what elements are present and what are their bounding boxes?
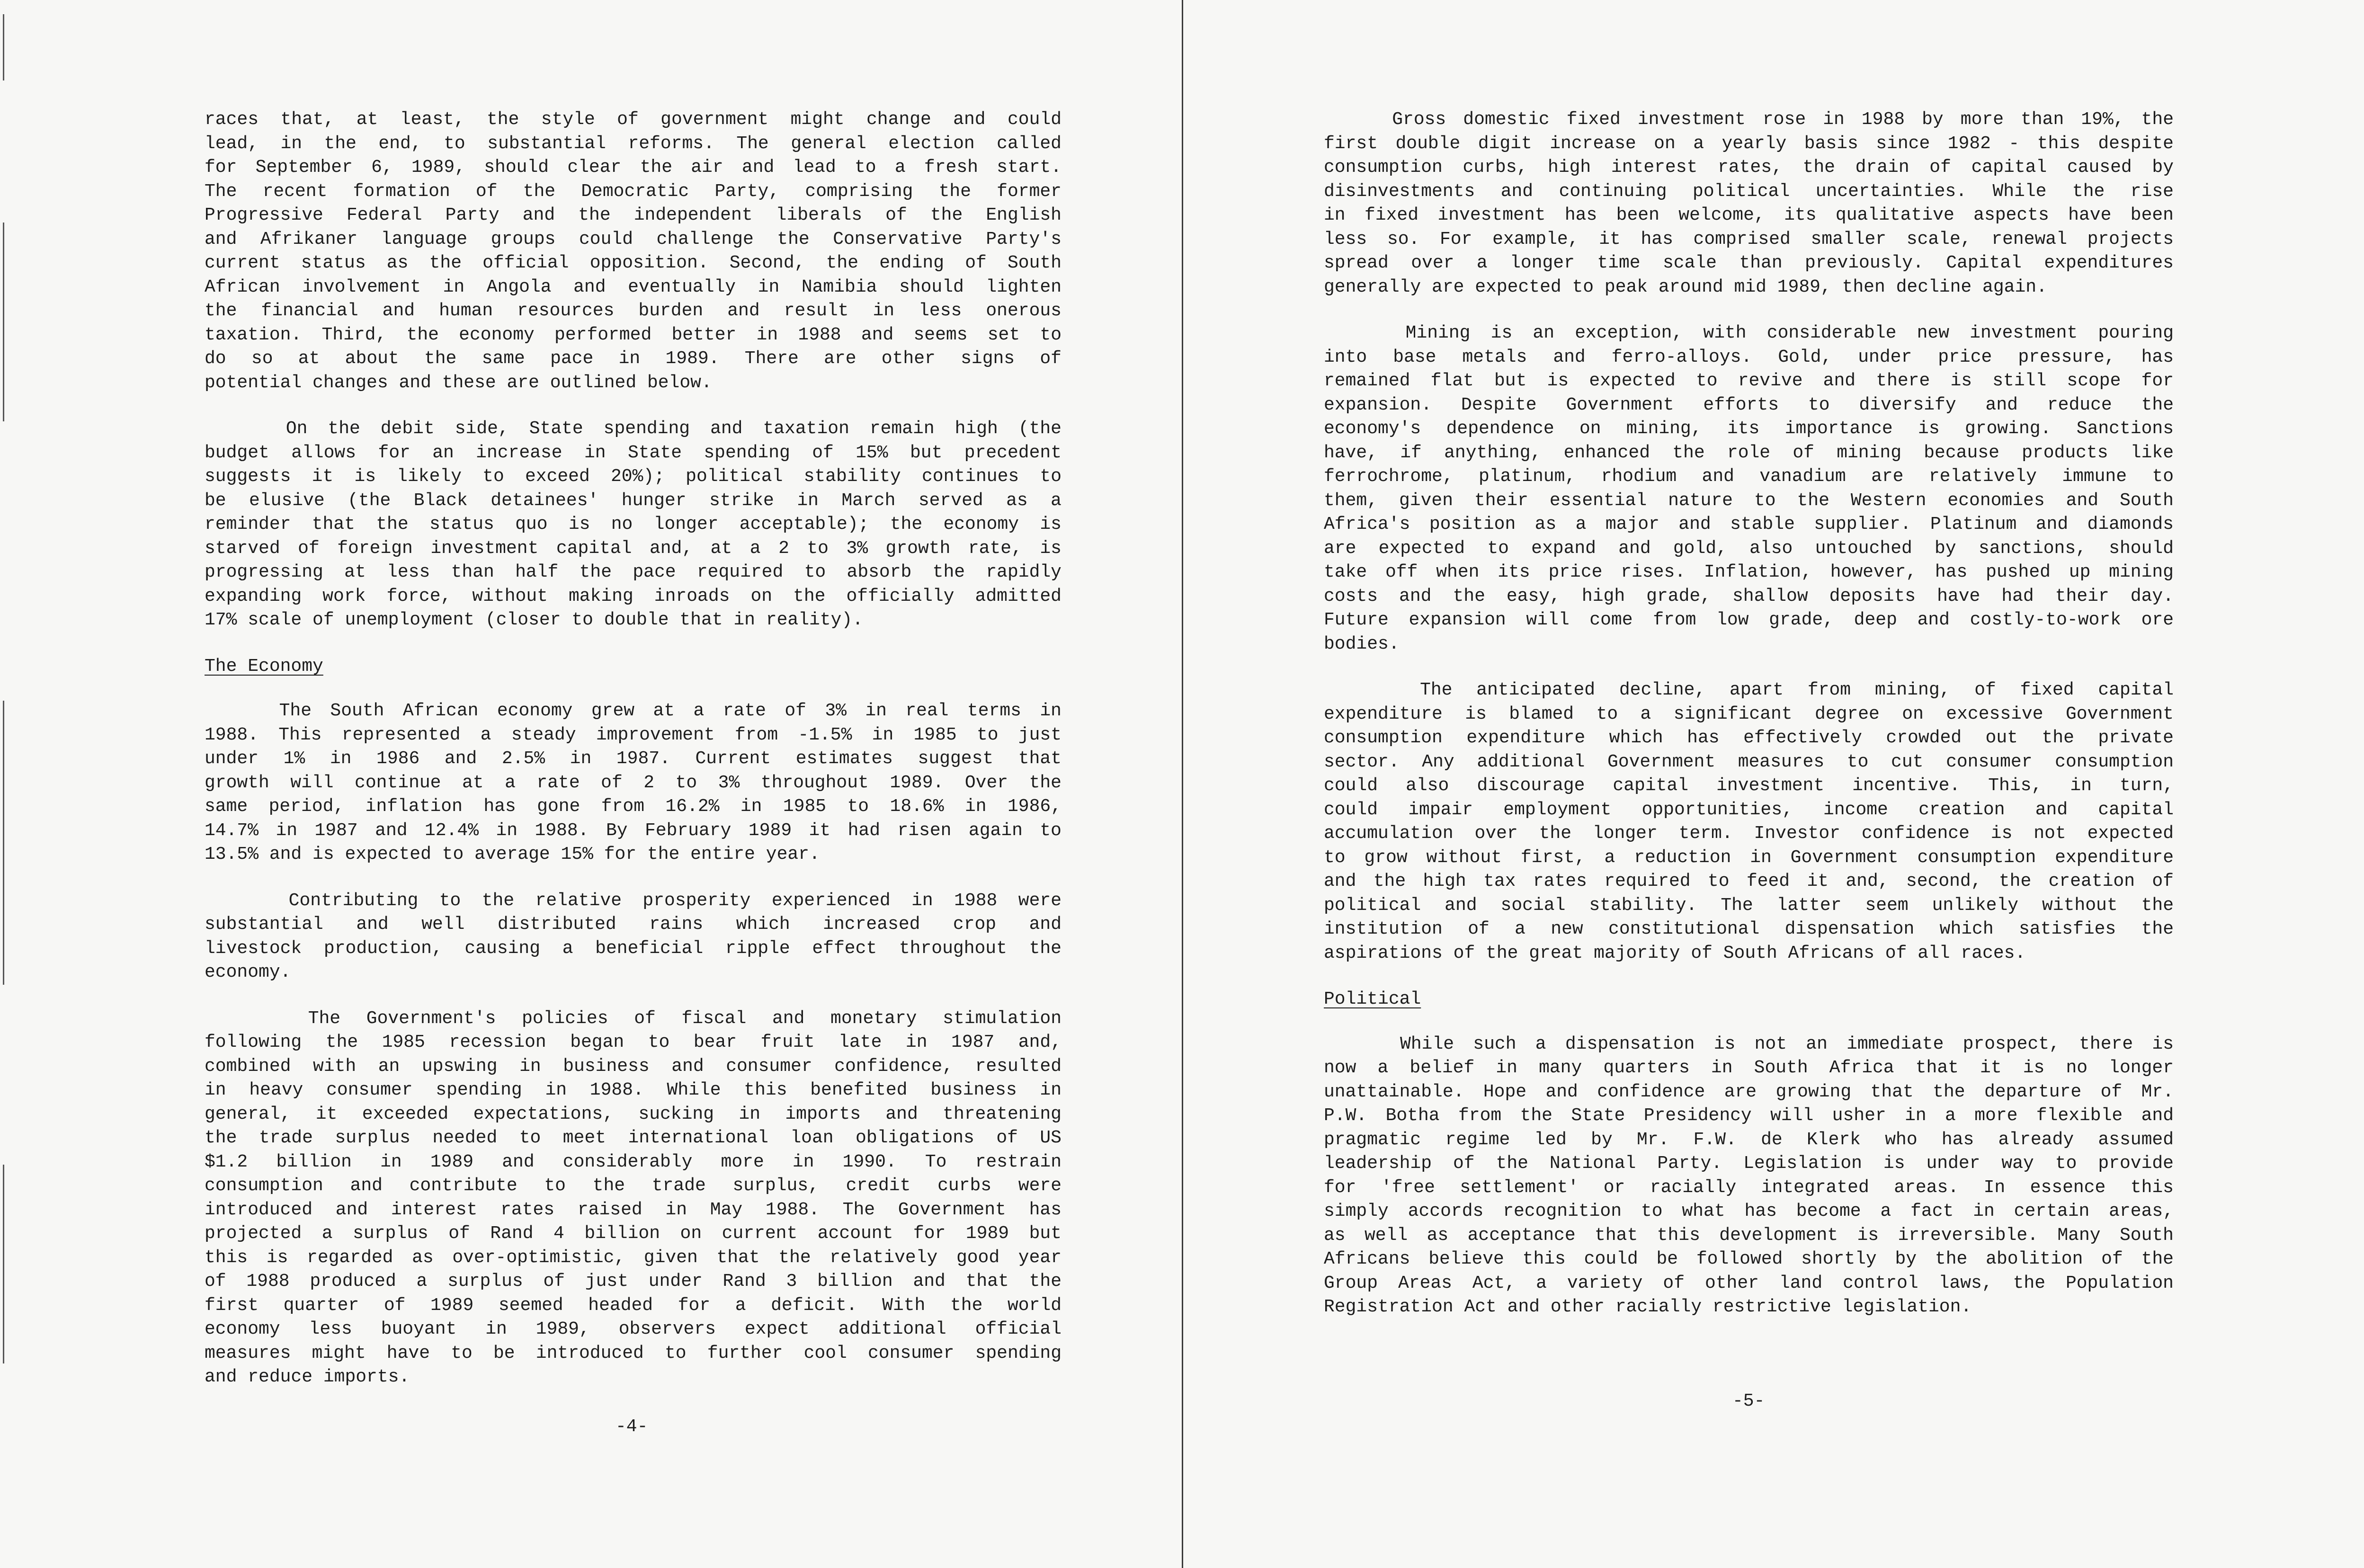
paragraph xyxy=(1324,678,2174,965)
text-line: in heavy consumer spending in 1988. While this benefited business in xyxy=(205,1080,1062,1100)
text-line: spread over a longer time scale than previously. Capital expenditures xyxy=(1324,253,2174,273)
text-line: taxation. Third, the economy performed better in 1988 and seems set to xyxy=(205,324,1062,345)
scan-margin-mark xyxy=(3,14,4,80)
text-line: consumption and contribute to the trade surplus, credit curbs were xyxy=(205,1176,1062,1196)
paragraph xyxy=(1324,108,2174,299)
text-line: following the 1985 recession began to bear fruit late in 1987 and, xyxy=(205,1032,1062,1052)
text-line: of 1988 produced a surplus of just under Rand 3 billion and that the xyxy=(205,1271,1062,1292)
text-line: economy's dependence on mining, its importance is growing. Sanctions xyxy=(1324,419,2174,439)
text-line: same period, inflation has gone from 16.2% in 1985 to 18.6% in 1986, xyxy=(205,796,1062,817)
text-line: are expected to expand and gold, also untouched by sanctions, should xyxy=(1324,538,2174,559)
paragraph xyxy=(1324,321,2174,656)
text-line: The South African economy grew at a rate of 3% in real terms in xyxy=(205,701,1062,721)
text-line: economy less buoyant in 1989, observers expect additional official xyxy=(205,1319,1062,1339)
text-line: and reduce imports. xyxy=(205,1367,410,1387)
text-line: pragmatic regime led by Mr. F.W. de Klerk who has already assumed xyxy=(1324,1129,2174,1150)
body-text-after-heading xyxy=(205,699,1062,1390)
paragraph xyxy=(1324,1033,2174,1319)
text-line: projected a surplus of Rand 4 billion on current account for 1989 but xyxy=(205,1223,1062,1244)
text-line: and Afrikaner language groups could challenge the Conservative Party's xyxy=(205,229,1062,249)
text-column xyxy=(1324,108,2174,1342)
text-line: take off when its price rises. Inflation, however, has pushed up mining xyxy=(1324,562,2174,582)
section-heading-political: Political xyxy=(1324,989,1421,1009)
text-column xyxy=(205,108,1062,1412)
paragraph xyxy=(205,889,1062,985)
text-line: first quarter of 1989 seemed headed for a deficit. With the world xyxy=(205,1295,1062,1316)
text-line: generally are expected to peak around mid 1989, then decline again. xyxy=(1324,276,2047,297)
page-number: -5- xyxy=(1732,1391,1765,1411)
text-line: in fixed investment has been welcome, its qualitative aspects have been xyxy=(1324,205,2174,225)
text-line: simply accords recognition to what has become a fact in certain areas, xyxy=(1324,1201,2174,1221)
text-line: growth will continue at a rate of 2 to 3% throughout 1989. Over the xyxy=(205,772,1062,793)
text-line: political and social stability. The latter seem unlikely without the xyxy=(1324,895,2174,916)
text-line: The anticipated decline, apart from mining, of fixed capital xyxy=(1324,680,2174,700)
scan-margin-mark xyxy=(3,701,4,985)
section-heading-economy: The Economy xyxy=(205,656,323,677)
text-line: leadership of the National Party. Legislation is under way to provide xyxy=(1324,1153,2174,1174)
text-line: 13.5% and is expected to average 15% for the entire year. xyxy=(205,844,820,864)
text-line: current status as the official opposition. Second, the ending of South xyxy=(205,253,1062,273)
text-line: expanding work force, without making inroads on the officially admitted xyxy=(205,586,1062,606)
text-line: introduced and interest rates raised in May 1988. The Government has xyxy=(205,1199,1062,1220)
text-line: this is regarded as over-optimistic, given that the relatively good year xyxy=(205,1247,1062,1268)
paragraph xyxy=(205,699,1062,867)
scan-margin-mark xyxy=(3,223,4,421)
text-line: bodies. xyxy=(1324,633,1400,654)
text-line: Gross domestic fixed investment rose in 1988 by more than 19%, the xyxy=(1324,109,2174,130)
text-line: them, given their essential nature to the Western economies and South xyxy=(1324,490,2174,511)
text-line: disinvestments and continuing political uncertainties. While the rise xyxy=(1324,181,2174,202)
text-line: as well as acceptance that this development is irreversible. Many South xyxy=(1324,1225,2174,1246)
text-line: Africans believe this could be followed shortly by the abolition of the xyxy=(1324,1249,2174,1269)
text-line: for September 6, 1989, should clear the air and lead to a fresh start. xyxy=(205,157,1062,178)
text-line: remained flat but is expected to revive and there is still scope for xyxy=(1324,371,2174,391)
text-line: suggests it is likely to exceed 20%); political stability continues to xyxy=(205,466,1062,487)
text-line: Group Areas Act, a variety of other land control laws, the Population xyxy=(1324,1273,2174,1293)
body-text-after-heading xyxy=(1324,1033,2174,1319)
text-line: livestock production, causing a beneficial ripple effect throughout the xyxy=(205,938,1062,959)
text-line: general, it exceeded expectations, sucking in imports and threatening xyxy=(205,1104,1062,1124)
text-line: aspirations of the great majority of South Africans of all races. xyxy=(1324,943,2026,963)
text-line: budget allows for an increase in State spending of 15% but precedent xyxy=(205,442,1062,463)
text-line: first double digit increase on a yearly basis since 1982 - this despite xyxy=(1324,133,2174,154)
paragraph xyxy=(205,417,1062,633)
text-line: costs and the easy, high grade, shallow deposits have had their day. xyxy=(1324,586,2174,606)
body-text-before-heading xyxy=(205,108,1062,633)
text-line: 1988. This represented a steady improvement from -1.5% in 1985 to just xyxy=(205,724,1062,745)
text-line: consumption expenditure which has effectively crowded out the private xyxy=(1324,728,2174,748)
text-line: into base metals and ferro-alloys. Gold, under price pressure, has xyxy=(1324,347,2174,367)
text-line: races that, at least, the style of government might change and could xyxy=(205,109,1062,130)
page-number: -4- xyxy=(616,1417,648,1437)
text-line: less so. For example, it has comprised smaller scale, renewal projects xyxy=(1324,229,2174,249)
text-line: potential changes and these are outlined below. xyxy=(205,372,712,393)
text-line: could impair employment opportunities, income creation and capital xyxy=(1324,799,2174,820)
text-line: under 1% in 1986 and 2.5% in 1987. Current estimates suggest that xyxy=(205,748,1062,769)
body-text-before-heading xyxy=(1324,108,2174,965)
text-line: 14.7% in 1987 and 12.4% in 1988. By February 1989 it had risen again to xyxy=(205,820,1062,841)
text-line: have, if anything, enhanced the role of mining because products like xyxy=(1324,442,2174,463)
text-line: consumption curbs, high interest rates, the drain of capital caused by xyxy=(1324,157,2174,178)
text-line: unattainable. Hope and confidence are growing that the departure of Mr. xyxy=(1324,1081,2174,1102)
text-line: 17% scale of unemployment (closer to double that in reality). xyxy=(205,610,864,630)
text-line: to grow without first, a reduction in Government consumption expenditure xyxy=(1324,847,2174,868)
text-line: economy. xyxy=(205,962,291,982)
text-line: do so at about the same pace in 1989. There are other signs of xyxy=(205,348,1062,369)
text-line: ferrochrome, platinum, rhodium and vanadium are relatively immune to xyxy=(1324,466,2174,487)
text-line: measures might have to be introduced to further cool consumer spending xyxy=(205,1343,1062,1363)
text-line: could also discourage capital investment incentive. This, in turn, xyxy=(1324,775,2174,796)
text-line: progressing at less than half the pace required to absorb the rapidly xyxy=(205,562,1062,582)
text-line: $1.2 billion in 1989 and considerably more in 1990. To restrain xyxy=(205,1151,1062,1172)
text-line: Future expansion will come from low grade, deep and costly-to-work ore xyxy=(1324,610,2174,630)
text-line: substantial and well distributed rains which increased crop and xyxy=(205,914,1062,935)
text-line: Africa's position as a major and stable supplier. Platinum and diamonds xyxy=(1324,514,2174,535)
page-5 xyxy=(1182,0,2364,1568)
text-line: expansion. Despite Government efforts to diversify and reduce the xyxy=(1324,394,2174,415)
text-line: be elusive (the Black detainees' hunger strike in March served as a xyxy=(205,490,1062,511)
text-line: On the debit side, State spending and taxation remain high (the xyxy=(205,419,1062,439)
text-line: Contributing to the relative prosperity experienced in 1988 were xyxy=(205,890,1062,911)
paragraph xyxy=(205,1007,1062,1390)
text-line: While such a dispensation is not an immediate prospect, there is xyxy=(1324,1033,2174,1054)
text-line: for 'free settlement' or racially integrated areas. In essence this xyxy=(1324,1177,2174,1198)
text-line: African involvement in Angola and eventually in Namibia should lighten xyxy=(205,276,1062,297)
text-line: the trade surplus needed to meet international loan obligations of US xyxy=(205,1128,1062,1148)
text-line: sector. Any additional Government measures to cut consumer consumption xyxy=(1324,751,2174,772)
text-line: expenditure is blamed to a significant degree on excessive Government xyxy=(1324,704,2174,724)
text-line: P.W. Botha from the State Presidency will usher in a more flexible and xyxy=(1324,1105,2174,1126)
text-line: and the high tax rates required to feed it and, second, the creation of xyxy=(1324,871,2174,891)
text-line: The recent formation of the Democratic Party, comprising the former xyxy=(205,181,1062,202)
scan-margin-mark xyxy=(3,1165,4,1363)
text-line: Mining is an exception, with considerable new investment pouring xyxy=(1324,323,2174,343)
text-line: lead, in the end, to substantial reforms. The general election called xyxy=(205,133,1062,154)
text-line: combined with an upswing in business and consumer confidence, resulted xyxy=(205,1056,1062,1077)
text-line: starved of foreign investment capital and, at a 2 to 3% growth rate, is xyxy=(205,538,1062,559)
text-line: accumulation over the longer term. Investor confidence is not expected xyxy=(1324,823,2174,844)
text-line: now a belief in many quarters in South Africa that it is no longer xyxy=(1324,1058,2174,1078)
text-line: Registration Act and other racially restrictive legislation. xyxy=(1324,1297,1972,1317)
text-line: reminder that the status quo is no longer acceptable); the economy is xyxy=(205,514,1062,535)
text-line: institution of a new constitutional dispensation which satisfies the xyxy=(1324,919,2174,939)
text-line: The Government's policies of fiscal and monetary stimulation xyxy=(205,1008,1062,1029)
text-line: the financial and human resources burden and result in less onerous xyxy=(205,301,1062,321)
paragraph xyxy=(205,108,1062,395)
text-line: Progressive Federal Party and the independent liberals of the English xyxy=(205,205,1062,225)
